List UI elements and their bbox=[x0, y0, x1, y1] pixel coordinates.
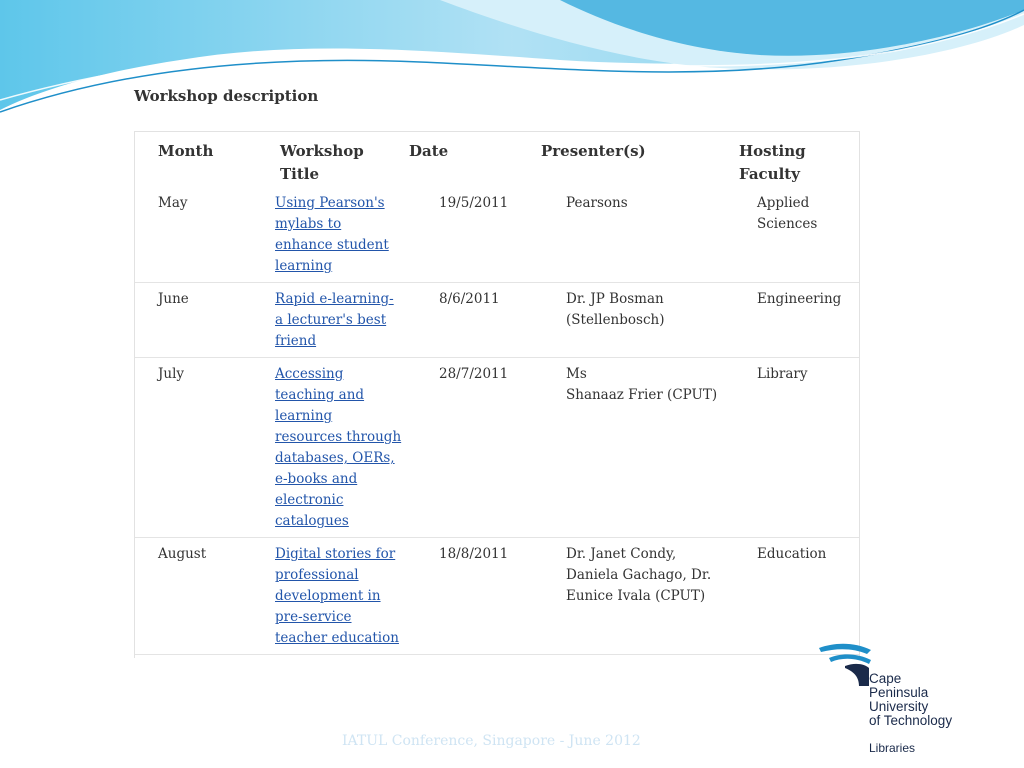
presenter-line: Ms bbox=[566, 366, 587, 382]
link-line[interactable]: catalogues bbox=[275, 513, 349, 529]
footer-conference-text: IATUL Conference, Singapore - June 2012 bbox=[342, 733, 641, 749]
cell-presenters bbox=[566, 289, 664, 331]
logo-wordmark bbox=[869, 672, 952, 728]
link-line[interactable]: Using Pearson's bbox=[275, 195, 385, 211]
presenter-line: Eunice Ivala (CPUT) bbox=[566, 588, 706, 604]
workshop-link[interactable] bbox=[275, 364, 401, 532]
link-line[interactable]: mylabs to bbox=[275, 216, 342, 232]
header-workshop-title bbox=[280, 140, 364, 186]
logo-line: University bbox=[869, 699, 929, 714]
cell-presenters bbox=[566, 544, 711, 607]
presenter-line: Dr. JP Bosman bbox=[566, 291, 664, 307]
link-line[interactable]: development in bbox=[275, 588, 381, 604]
link-line[interactable]: teaching and bbox=[275, 387, 365, 403]
presenter-line: Shanaaz Frier (CPUT) bbox=[566, 387, 718, 403]
header-hosting-faculty bbox=[739, 140, 806, 186]
cell-presenters bbox=[566, 364, 717, 406]
link-line[interactable]: Digital stories for bbox=[275, 546, 396, 562]
cell-faculty bbox=[757, 289, 841, 310]
logo-subtitle: Libraries bbox=[869, 741, 916, 755]
cell-month: May bbox=[158, 195, 188, 211]
link-line[interactable]: e-books and bbox=[275, 471, 358, 487]
faculty-line: Library bbox=[757, 366, 808, 382]
header-title-line: Title bbox=[280, 165, 320, 183]
cell-month: July bbox=[158, 366, 185, 382]
faculty-line: Education bbox=[757, 546, 827, 562]
faculty-line: Sciences bbox=[757, 216, 818, 232]
header-date: Date bbox=[409, 142, 449, 160]
presenter-line: Dr. Janet Condy, bbox=[566, 546, 677, 562]
row-divider bbox=[135, 357, 859, 358]
cell-date: 19/5/2011 bbox=[439, 195, 509, 211]
section-title: Workshop description bbox=[134, 87, 319, 105]
logo-line: of Technology bbox=[869, 713, 953, 728]
cell-faculty bbox=[757, 364, 808, 385]
header-title-line: Workshop bbox=[280, 142, 364, 160]
cell-date: 18/8/2011 bbox=[439, 546, 509, 562]
link-line[interactable]: electronic bbox=[275, 492, 344, 508]
link-line[interactable]: learning bbox=[275, 408, 333, 424]
link-line[interactable]: friend bbox=[275, 333, 317, 349]
link-line[interactable]: enhance student bbox=[275, 237, 389, 253]
link-line[interactable]: teacher education bbox=[275, 630, 399, 646]
cell-presenters bbox=[566, 193, 628, 214]
header-faculty-line: Faculty bbox=[739, 165, 800, 183]
cell-faculty bbox=[757, 544, 826, 565]
row-divider bbox=[135, 537, 859, 538]
link-line[interactable]: pre-service bbox=[275, 609, 352, 625]
logo-line: Peninsula bbox=[869, 685, 929, 700]
row-divider bbox=[135, 654, 859, 655]
cell-workshop-title bbox=[275, 289, 394, 352]
workshop-link[interactable] bbox=[275, 289, 394, 352]
cell-date: 8/6/2011 bbox=[439, 291, 500, 307]
logo-line: Cape bbox=[869, 671, 902, 686]
cell-workshop-title bbox=[275, 193, 389, 277]
link-line[interactable]: databases, OERs, bbox=[275, 450, 395, 466]
presenter-line: Pearsons bbox=[566, 195, 628, 211]
row-divider bbox=[135, 282, 859, 283]
cell-date: 28/7/2011 bbox=[439, 366, 509, 382]
cell-workshop-title bbox=[275, 544, 399, 649]
link-line[interactable]: resources through bbox=[275, 429, 402, 445]
cell-workshop-title bbox=[275, 364, 401, 532]
link-line[interactable]: learning bbox=[275, 258, 333, 274]
header-wave-decoration bbox=[0, 0, 1024, 130]
link-line[interactable]: professional bbox=[275, 567, 359, 583]
cell-month: August bbox=[158, 546, 207, 562]
presenter-line: Daniela Gachago, Dr. bbox=[566, 567, 712, 583]
header-month: Month bbox=[158, 142, 214, 160]
header-faculty-line: Hosting bbox=[739, 142, 806, 160]
cell-faculty bbox=[757, 193, 817, 235]
header-presenters: Presenter(s) bbox=[541, 142, 646, 160]
presenter-line: (Stellenbosch) bbox=[566, 312, 665, 328]
faculty-line: Applied bbox=[757, 195, 810, 211]
workshop-table bbox=[134, 131, 860, 658]
cell-month: June bbox=[158, 291, 189, 307]
workshop-link[interactable] bbox=[275, 193, 389, 277]
link-line[interactable]: a lecturer's best bbox=[275, 312, 387, 328]
link-line[interactable]: Accessing bbox=[275, 366, 344, 382]
faculty-line: Engineering bbox=[757, 291, 842, 307]
workshop-link[interactable] bbox=[275, 544, 399, 649]
link-line[interactable]: Rapid e-learning- bbox=[275, 291, 394, 307]
